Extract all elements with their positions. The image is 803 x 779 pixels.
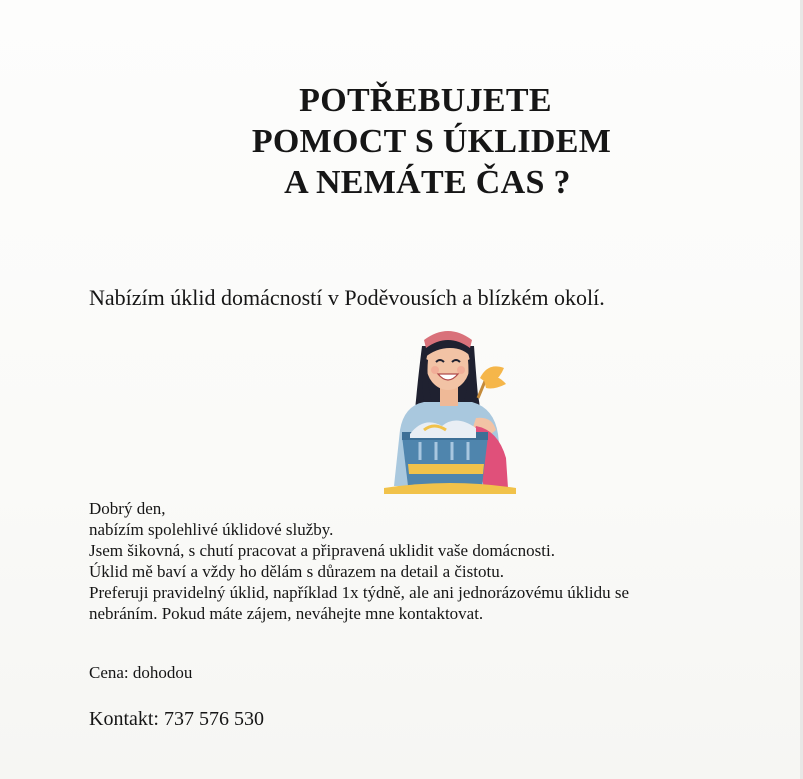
flyer-body xyxy=(89,498,629,624)
heading-line-3: A NEMÁTE ČAS ? xyxy=(284,164,571,201)
feather-duster xyxy=(478,366,506,398)
body-line-1: nabízím spolehlivé úklidové služby. xyxy=(89,520,334,539)
greeting: Dobrý den, xyxy=(89,499,166,518)
body-line-2: Jsem šikovná, s chutí pracovat a připravená uklidit vaše domácnosti. xyxy=(89,541,555,560)
heading-line-2: POMOCT S ÚKLIDEM xyxy=(251,123,612,160)
laundry-basket xyxy=(402,420,488,486)
service-subtitle: Nabízím úklid domácností v Poděvousích a blízkém okolí. xyxy=(89,285,605,310)
body-line-4: Preferuji pravidelný úklid, například 1x týdně, ale ani jednorázovému úklidu se xyxy=(89,583,630,602)
body-line-5: nebráním. Pokud máte zájem, neváhejte mne kontaktovat. xyxy=(89,604,484,623)
heading-line-1: POTŘEBUJETE xyxy=(299,82,552,119)
contact-phone: Kontakt: 737 576 530 xyxy=(89,708,264,730)
cleaning-woman-with-basket-illustration xyxy=(380,318,520,498)
body-line-3: Úklid mě baví a vždy ho dělám s důrazem na detail a čistotu. xyxy=(89,562,504,581)
price-info: Cena: dohodou xyxy=(89,663,193,682)
flyer-heading xyxy=(0,80,803,203)
